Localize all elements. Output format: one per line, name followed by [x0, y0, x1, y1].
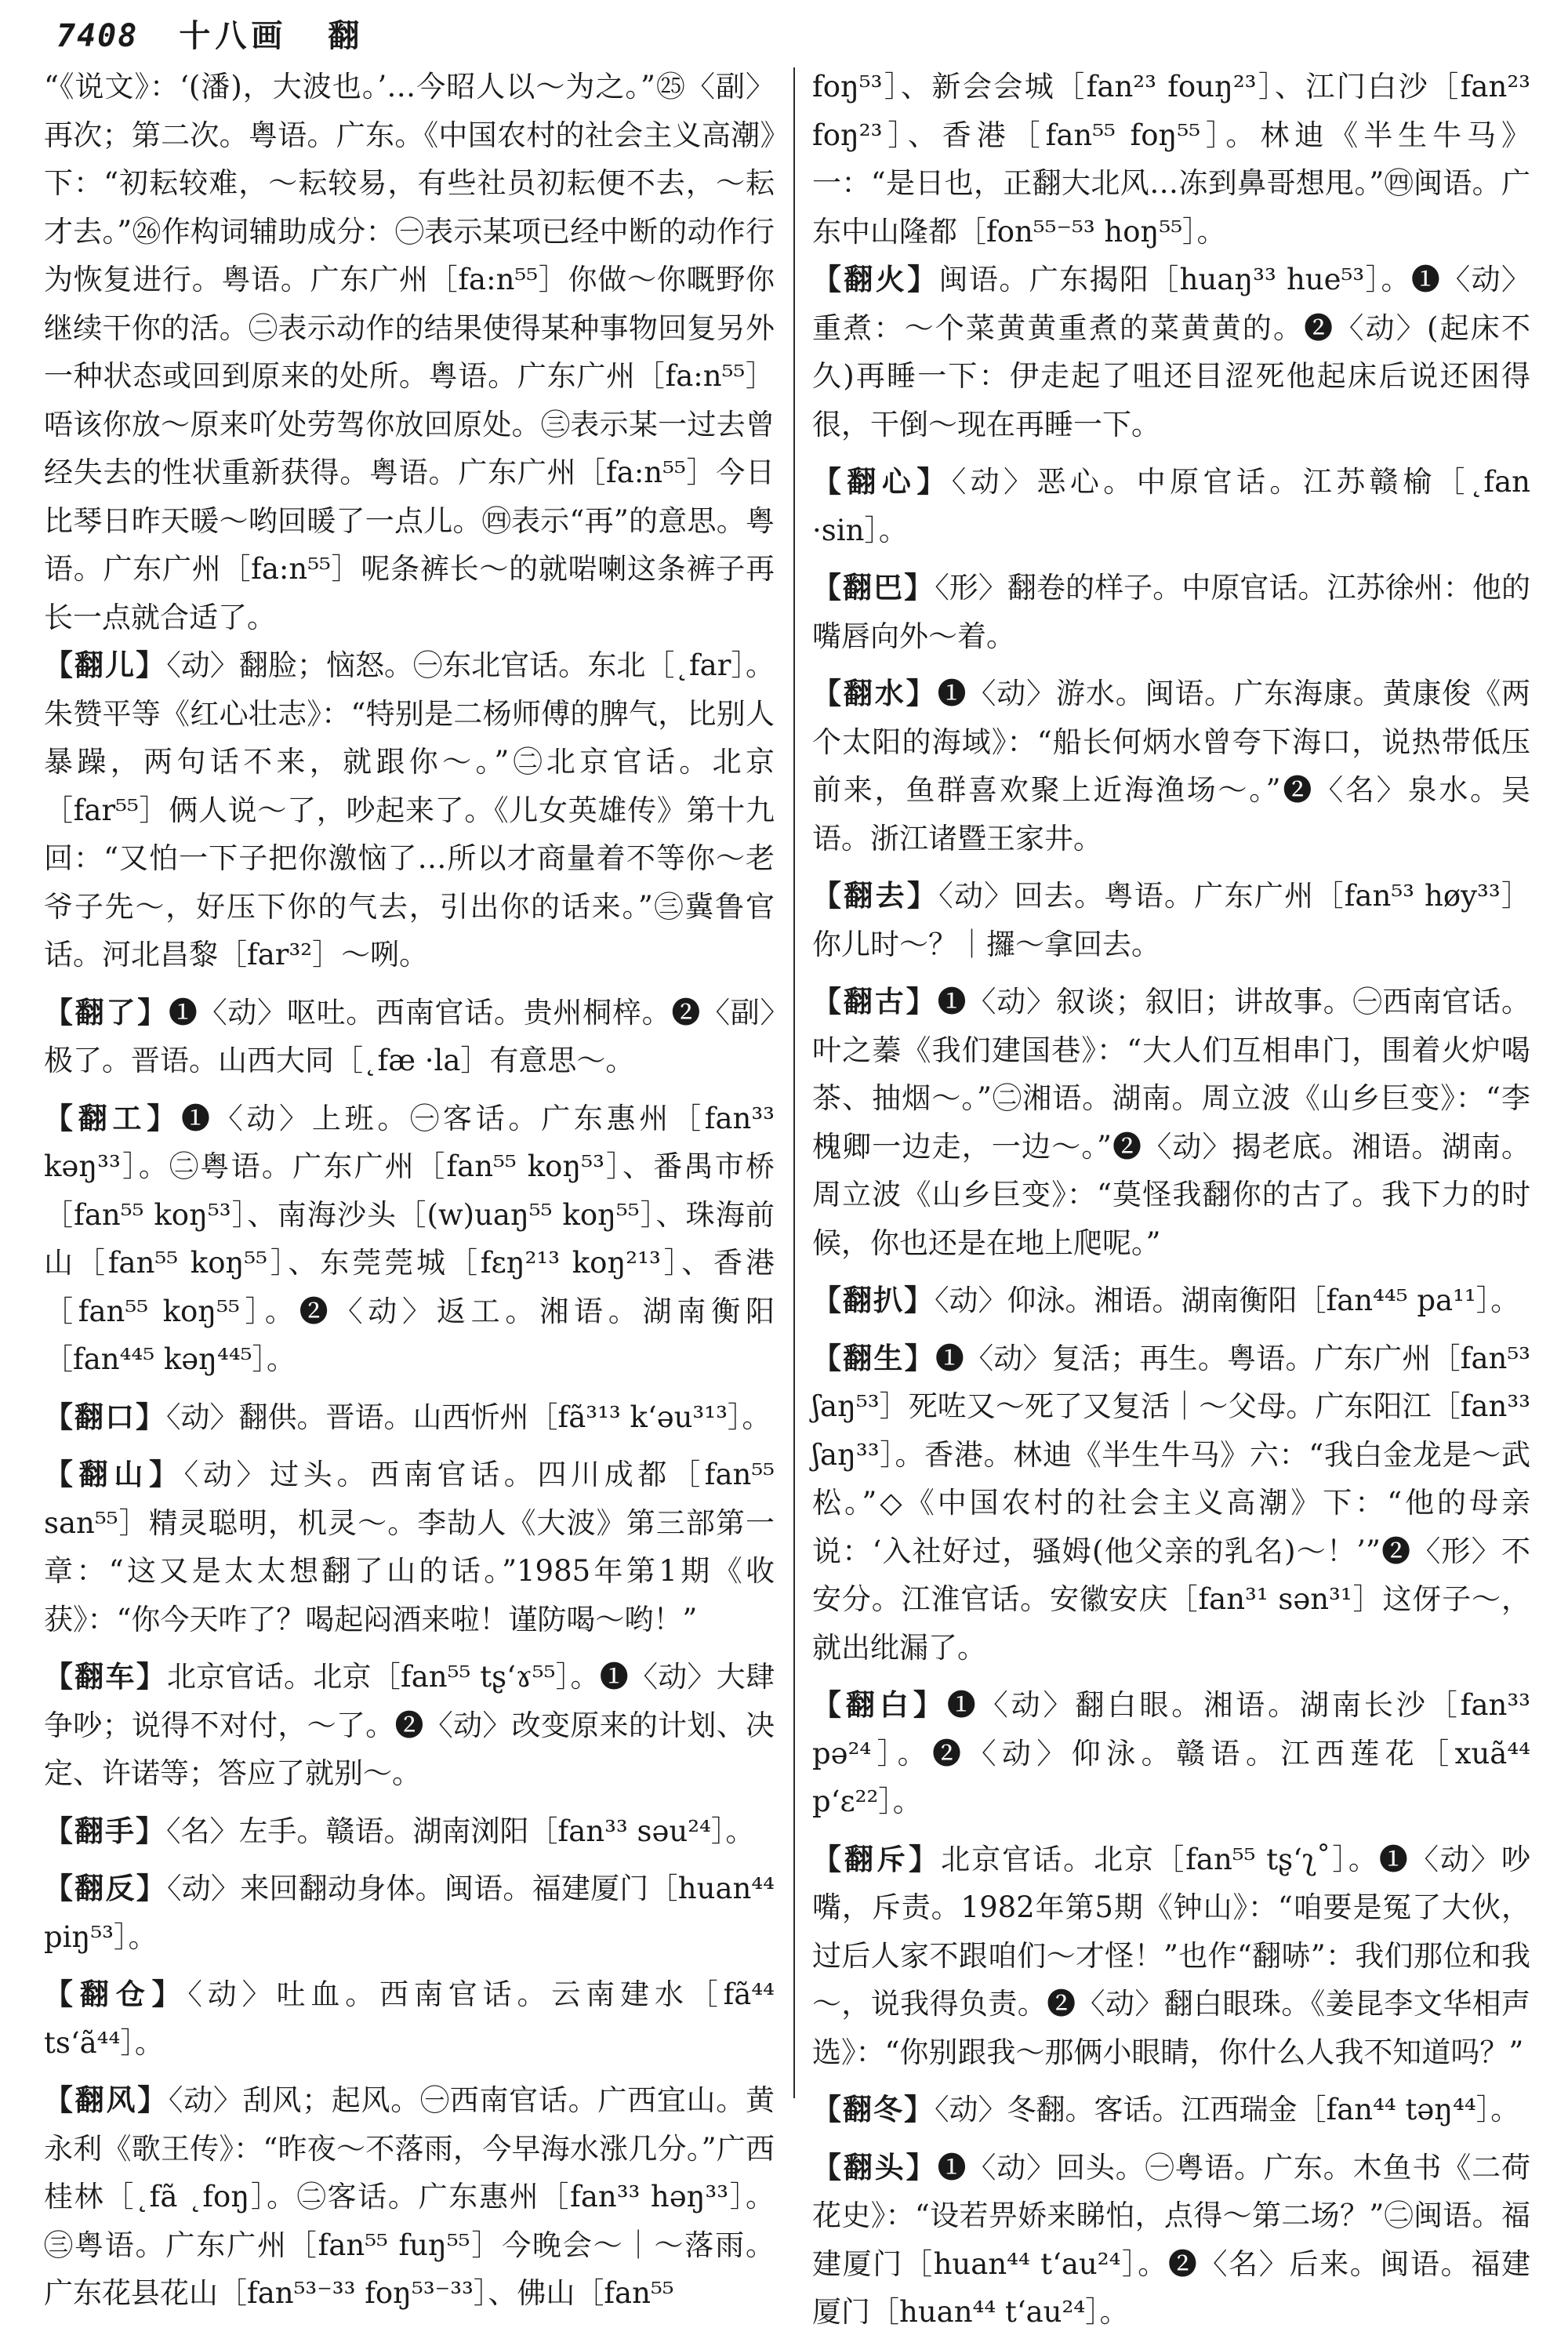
entry-definition: ❶〈动〉叙谈；叙旧；讲故事。㊀西南官话。叶之蓁《我们建国巷》：“大人们互相串门，围着火炉喝茶、抽烟～。”㊁湘语。湖南。周立波《山乡巨变》：“李槐卿一边走，一边～。”❷〈动〉揭老底。湘语。湖南。周立波《山乡巨变》：“莫怪我翻你的古了。我下力的时候，你也还是在地上爬呢。” — [812, 985, 1531, 1260]
entry-definition: ❶〈动〉上班。㊀客话。广东惠州［fan³³ kəŋ³³］。㊁粤语。广东广州［fan⁵⁵ koŋ⁵³］、番禺市桥［fan⁵⁵ koŋ⁵³］、南海沙头［(w)uaŋ⁵⁵ koŋ⁵⁵］、珠海前山［fan⁵⁵ koŋ⁵⁵］、东莞莞城［fɛŋ²¹³ koŋ²¹³］、香港［fan⁵⁵ koŋ⁵⁵］。❷〈动〉返工。湘语。湖南衡阳［fan⁴⁴⁵ kəŋ⁴⁴⁵］。 — [44, 1101, 775, 1376]
entry-headword: 【翻扒】 — [812, 1283, 935, 1317]
dictionary-entry — [812, 1681, 1530, 1826]
entry-definition: 〈动〉吐血。西南官话。云南建水［fã⁴⁴ ts‘ã⁴⁴］。 — [44, 1977, 775, 2060]
entry-definition: 〈动〉过头。西南官话。四川成都［fan⁵⁵ san⁵⁵］精灵聪明，机灵～。李劼人《大波》第三部第一章：“这又是太太想翻了山的话。”1985年第1期《收获》：“你今天咋了？喝起闷酒来啦！谨防喝～哟！” — [44, 1458, 775, 1636]
dictionary-entry — [812, 978, 1530, 1267]
entry-definition: 〈动〉来回翻动身体。闽语。福建厦门［huan⁴⁴ piŋ⁵³］。 — [44, 1872, 775, 1954]
entry-headword: 【翻火】 — [812, 262, 939, 296]
right-column — [812, 63, 1530, 2346]
entry-definition: ❶〈动〉回头。㊀粤语。广东。木鱼书《二荷花史》：“设若畀娇来睇怕，点得～第二场？”㊁闽语。福建厦门［huan⁴⁴ t‘au²⁴］。❷〈名〉后来。闽语。福建厦门［huan⁴⁴ t‘au²⁴］。 — [812, 2150, 1531, 2329]
dictionary-entry — [812, 256, 1530, 448]
stroke-count-section: 十八画 — [179, 17, 288, 54]
left-column — [44, 63, 775, 2327]
entry-headword: 【翻斥】 — [812, 1841, 942, 1876]
dictionary-entry — [812, 1276, 1530, 1325]
dictionary-entry — [812, 564, 1530, 660]
entry-definition: 〈动〉刮风；起风。㊀西南官话。广西宜山。黄永利《歌王传》：“昨夜～不落雨，今早海水涨几分。”广西桂林［˛fã ˛foŋ］。㊁客话。广东惠州［fan³³ həŋ³³］。㊂粤语。广东广州［fan⁵⁵ fuŋ⁵⁵］今晚会～｜～落雨。广东花县花山［fan⁵³⁻³³ foŋ⁵³⁻³³］、佛山［fan⁵⁵ — [44, 2083, 775, 2310]
entry-headword: 【翻仓】 — [44, 1977, 188, 2011]
dictionary-entry — [812, 458, 1530, 554]
entry-headword: 【翻风】 — [44, 2083, 169, 2117]
entry-headword: 【翻反】 — [44, 1871, 167, 1905]
entry-definition: ❶〈动〉翻白眼。湘语。湖南长沙［fan³³ pə²⁴］。❷〈动〉仰泳。赣语。江西莲花［xuã⁴⁴ p‘ɛ²²］。 — [812, 1688, 1530, 1818]
entry-headword: 【翻水】 — [812, 676, 938, 710]
page-number: 7408 — [56, 18, 139, 54]
dictionary-entry — [44, 1393, 775, 1442]
dictionary-entry — [44, 1451, 775, 1643]
entry-headword: 【翻心】 — [812, 464, 952, 499]
entry-headword: 【翻白】 — [812, 1687, 947, 1722]
dictionary-entry — [812, 2144, 1530, 2337]
entry-definition: 〈动〉冬翻。客话。江西瑞金［fan⁴⁴ təŋ⁴⁴］。 — [935, 2093, 1520, 2126]
dictionary-entry — [812, 2086, 1530, 2134]
entry-definition: ❶〈动〉游水。闽语。广东海康。黄康俊《两个太阳的海域》：“船长何炳水曾夸下海口，说热带低压前来，鱼群喜欢聚上近海渔场～。”❷〈名〉泉水。吴语。浙江诸暨王家井。 — [812, 677, 1531, 855]
entry-definition: ❶〈动〉复活；再生。粤语。广东广州［fan⁵³ ʃaŋ⁵³］死咗又～死了又复活｜～父母。广东阳江［fan³³ ʃaŋ³³］。香港。林迪《半生牛马》六：“我白金龙是～武松。”◇《中国农村的社会主义高潮》下：“他的母亲说：‘入社好过，骚姆(他父亲的乳名)～！’”❷〈形〉不安分。江淮官话。安徽安庆［fan³¹ sən³¹］这伢子～，就出纰漏了。 — [812, 1341, 1531, 1665]
entry-definition: 〈动〉翻脸；恼怒。㊀东北官话。东北［˛far］。朱赞平等《红心壮志》：“特别是二杨师傅的脾气，比别人暴躁，两句话不来，就跟你～。”㊁北京官话。北京［far⁵⁵］俩人说～了，吵起来了。《儿女英雄传》第十九回：“又怕一下子把你激恼了…所以才商量着不等你～老爷子先～，好压下你的气去，引出你的话来。”㊂冀鲁官话。河北昌黎［far³²］～咧。 — [44, 648, 775, 971]
entry-definition: 〈形〉翻卷的样子。中原官话。江苏徐州：他的嘴唇向外～着。 — [812, 571, 1530, 653]
entry-headword: 【翻儿】 — [44, 648, 167, 682]
dictionary-entry — [44, 641, 775, 979]
head-character: 翻 — [328, 17, 365, 54]
continued-entry: “《说文》：‘(潘)，大波也。’…今昭人以～为之。”㉕〈副〉再次；第二次。粤语。广东。《中国农村的社会主义高潮》下：“初耘较难，～耘较易，有些社员初耘便不去，～耘才去。”㉖作构词辅助成分：㊀表示某项已经中断的动作行为恢复进行。粤语。广东广州［fa:n⁵⁵］你做～你嘅野你继续干你的活。㊁表示动作的结果使得某种事物回复另外一种状态或回到原来的处所。粤语。广东广州［fa:n⁵⁵］唔该你放～原来吖处劳驾你放回原处。㊂表示某一过去曾经失去的性状重新获得。粤语。广东广州［fa:n⁵⁵］今日比琴日昨天暖～哟回暖了一点儿。㊃表示“再”的意思。粤语。广东广州［fa:n⁵⁵］呢条裤长～的就啱喇这条裤子再长一点就合适了。 — [44, 70, 775, 634]
entry-definition: 〈动〉仰泳。湘语。湖南衡阳［fan⁴⁴⁵ pa¹¹］。 — [935, 1284, 1520, 1317]
dictionary-entry — [44, 2076, 775, 2318]
dictionary-entry — [44, 1095, 775, 1384]
entry-headword: 【翻去】 — [812, 878, 939, 913]
entry-definition: 闽语。广东揭阳［huaŋ³³ hue⁵³］。❶〈动〉重煮：～个菜黄黄重煮的菜黄黄的。❷〈动〉(起床不久)再睡一下：伊走起了咀还目涩死他起床后说还困得很，干倒～现在再睡一下。 — [812, 263, 1531, 441]
column-divider — [793, 67, 795, 2098]
dictionary-entry — [812, 1335, 1530, 1672]
entry-headword: 【翻冬】 — [812, 2092, 935, 2126]
dictionary-entry — [44, 1807, 775, 1856]
dictionary-entry — [812, 872, 1530, 968]
entry-definition: 北京官话。北京［fan⁵⁵ tʂ‘ʅ˚］。❶〈动〉吵嘴，斥责。1982年第5期《钟山》：“咱要是冤了大伙，过后人家不跟咱们～才怪！”也作“翻哧”：我们那位和我～，说我得负责。❷〈动〉翻白眼珠。《姜昆李文华相声选》：“你别跟我～那俩小眼睛，你什么人我不知道吗？” — [812, 1842, 1531, 2069]
entry-headword: 【翻工】 — [44, 1100, 181, 1135]
entry-headword: 【翻车】 — [44, 1659, 168, 1694]
dictionary-entry — [44, 1653, 775, 1798]
entry-definition: ❶〈动〉呕吐。西南官话。贵州桐梓。❷〈副〉极了。晋语。山西大同［˛fæ ·la］有意思～。 — [44, 995, 775, 1077]
entry-definition: 〈动〉恶心。中原官话。江苏赣榆［˛fan ·sin］。 — [812, 465, 1530, 547]
entry-definition: 北京官话。北京［fan⁵⁵ tʂ‘ɤ⁵⁵］。❶〈动〉大肆争吵；说得不对付，～了。❷〈动〉改变原来的计划、决定、许诺等；答应了就别～。 — [44, 1660, 775, 1790]
entry-definition: 〈动〉回去。粤语。广东广州［fan⁵³ høy³³］你儿时～？｜攞～拿回去。 — [812, 879, 1531, 961]
entry-headword: 【翻巴】 — [812, 570, 935, 605]
entry-headword: 【翻口】 — [44, 1399, 166, 1434]
dictionary-entry — [44, 989, 775, 1085]
entry-headword: 【翻了】 — [44, 994, 169, 1030]
dictionary-entry — [44, 1865, 775, 1961]
entry-headword: 【翻山】 — [44, 1457, 184, 1491]
dictionary-entry — [44, 1970, 775, 2067]
entry-headword: 【翻头】 — [812, 2149, 938, 2184]
entry-headword: 【翻手】 — [44, 1813, 166, 1848]
entry-definition: 〈动〉翻供。晋语。山西忻州［fã³¹³ k‘əu³¹³］。 — [166, 1400, 771, 1434]
entry-definition: 〈名〉左手。赣语。湖南浏阳［fan³³ səu²⁴］。 — [166, 1814, 755, 1848]
dictionary-entry — [812, 1836, 1530, 2077]
entry-headword: 【翻古】 — [812, 984, 938, 1019]
entry-headword: 【翻生】 — [812, 1340, 935, 1375]
dictionary-entry — [812, 670, 1530, 862]
continued-entry: foŋ⁵³］、新会会城［fan²³ fouŋ²³］、江门白沙［fan²³ foŋ²³］、香港［fan⁵⁵ foŋ⁵⁵］。林迪《半生牛马》一：“是日也，正翻大北风…冻到鼻哥想甩。”㊃闽语。广东中山隆都［fon⁵⁵⁻⁵³ hoŋ⁵⁵］。 — [812, 70, 1530, 249]
page-header — [56, 11, 364, 58]
